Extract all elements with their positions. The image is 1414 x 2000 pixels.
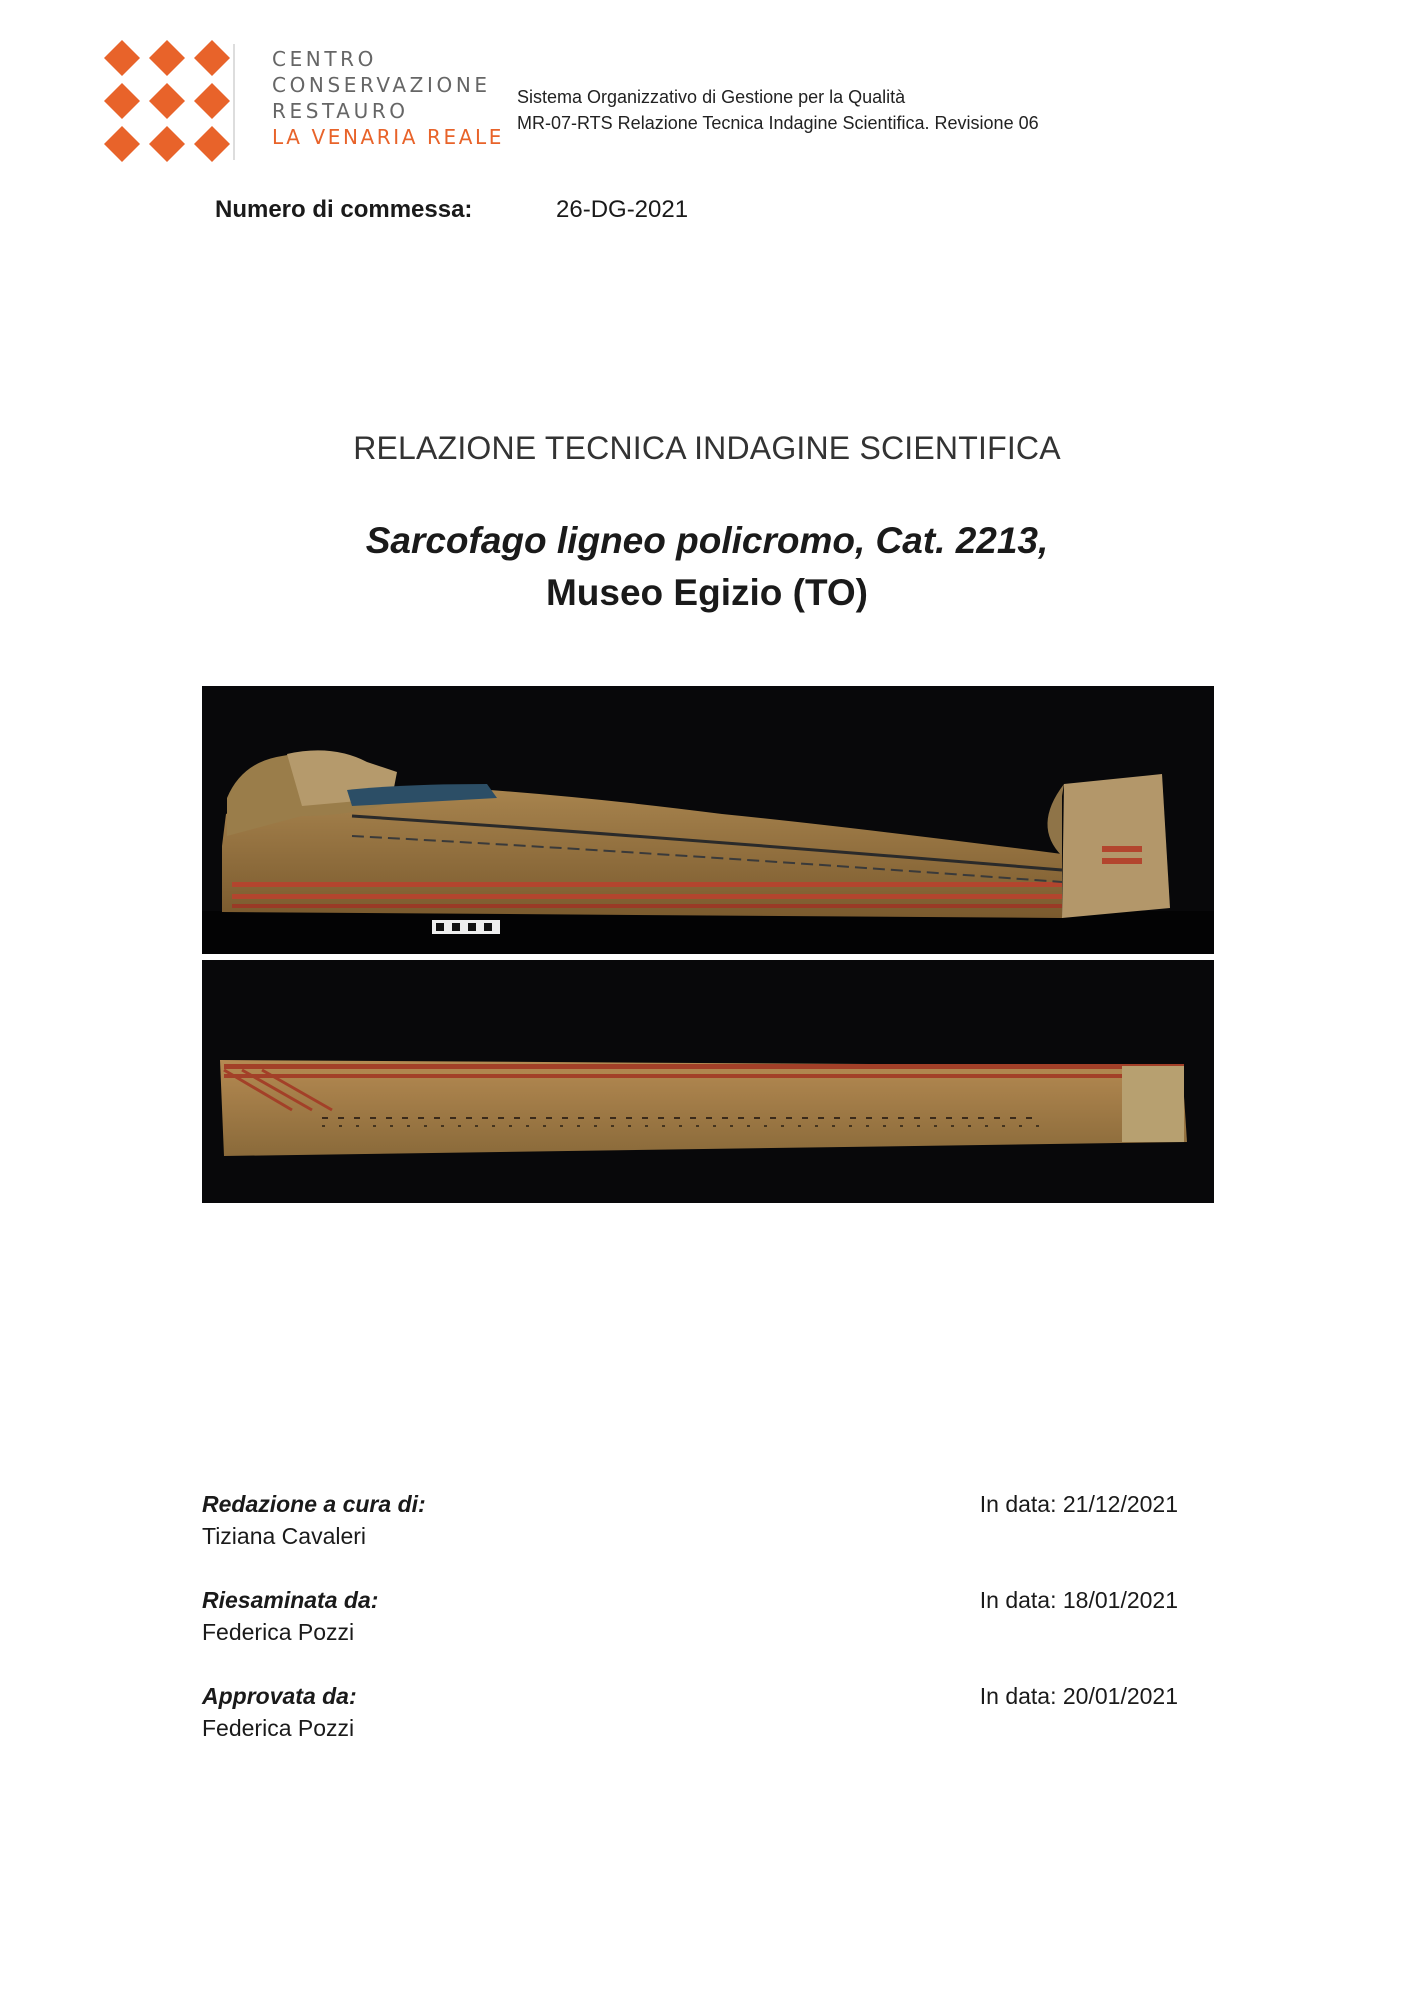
org-line-1: CENTRO (272, 47, 378, 71)
signature-name: Federica Pozzi (202, 1715, 355, 1741)
signature-role: Redazione a cura di: (202, 1491, 426, 1517)
signature-date: In data: 18/01/2021 (979, 1587, 1178, 1613)
commessa-value: 26-DG-2021 (556, 196, 689, 223)
document-type: RELAZIONE TECNICA INDAGINE SCIENTIFICA (353, 430, 1061, 466)
signature-role: Riesaminata da: (202, 1587, 379, 1613)
document-title: Sarcofago ligneo policromo, Cat. 2213, (365, 520, 1049, 561)
document-subtitle: Museo Egizio (TO) (545, 572, 869, 613)
signature-date: In data: 21/12/2021 (979, 1491, 1178, 1517)
org-line-2: CONSERVAZIONE (272, 73, 491, 97)
signature-role: Approvata da: (202, 1683, 357, 1709)
org-line-3: RESTAURO (272, 99, 409, 123)
signature-name: Federica Pozzi (202, 1619, 355, 1645)
ccr-logo-icon (100, 36, 235, 166)
sarcophagus-long-side-photo (202, 960, 1214, 1203)
signature-date: In data: 20/01/2021 (979, 1683, 1178, 1709)
organization-name (272, 46, 505, 150)
signature-block-riesame (202, 1584, 1178, 1648)
commessa-label: Numero di commessa: (215, 196, 473, 223)
signature-block-redazione (202, 1488, 1178, 1552)
system-line-1: Sistema Organizzativo di Gestione per la Qualità (517, 87, 906, 107)
system-line-2: MR-07-RTS Relazione Tecnica Indagine Scientifica. Revisione 06 (517, 113, 1039, 133)
signature-name: Tiziana Cavaleri (202, 1523, 367, 1549)
sarcophagus-side-photo (202, 686, 1214, 954)
quality-system-info (517, 84, 1039, 136)
org-line-4: LA VENARIA REALE (272, 125, 505, 149)
signature-block-approvazione (202, 1680, 1178, 1744)
